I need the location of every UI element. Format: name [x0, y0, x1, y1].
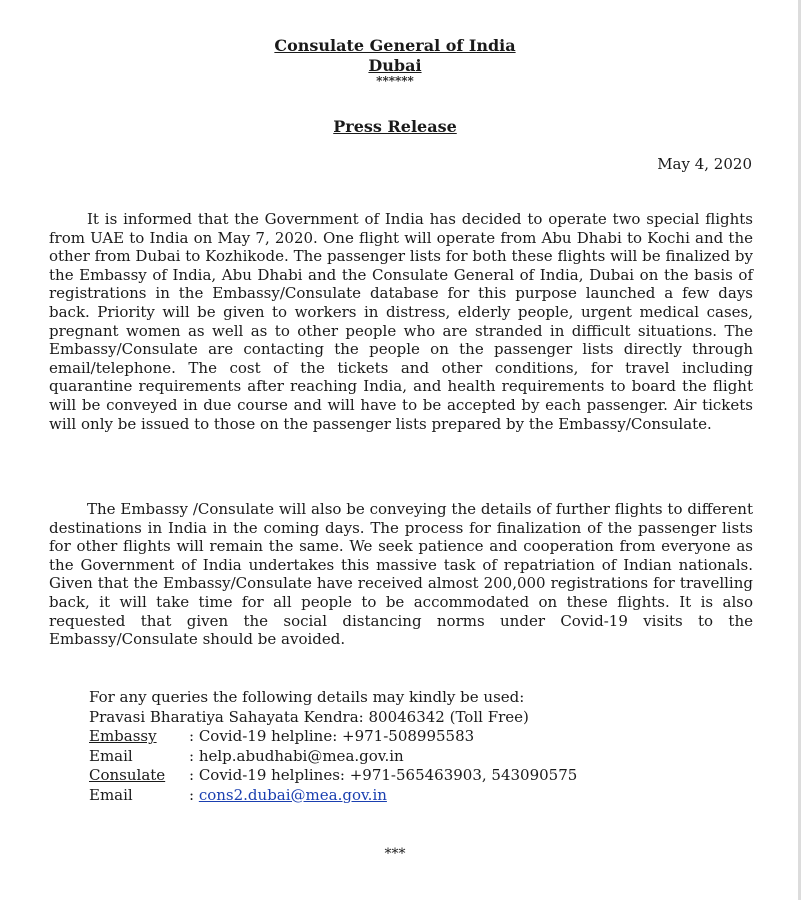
embassy-email-row [89, 747, 577, 767]
consulate-email-row [89, 786, 577, 806]
embassy-label: Embassy [89, 727, 157, 745]
consulate-helplines: : Covid-19 helplines: +971-565463903, 543090575 [189, 766, 578, 784]
embassy-helpline: : Covid-19 helpline: +971-508995583 [189, 727, 475, 745]
body-paragraph-2 [49, 500, 753, 649]
city-name: Dubai [368, 56, 422, 75]
embassy-email-label: Email [89, 746, 133, 765]
release-date: May 4, 2020 [657, 155, 752, 173]
contacts-intro: For any queries the following details may kindly be used: [89, 688, 525, 706]
consulate-label: Consulate [89, 766, 166, 784]
page-title: Press Release [333, 117, 457, 136]
letterhead [0, 36, 790, 86]
body-paragraph-1 [49, 210, 753, 433]
embassy-email: : help.abudhabi@mea.gov.in [189, 746, 404, 765]
embassy-row [89, 727, 577, 747]
contact-details [89, 688, 577, 805]
consulate-email-prefix: : [189, 785, 199, 804]
consulate-email-label: Email [89, 785, 133, 804]
paragraph-2-text: The Embassy /Consulate will also be conveying the details of further flights to different destinations in India in the coming days. The process for finalization of the passenger lists for other flights will remain the same. We seek patience and cooperation from everyone as the Government of India undertakes this massive task of repatriation of Indian nationals. Given that the Embassy/Consulate have received almost 200,000 registrations for travelling back, it will take time for all people to be accommodated on these flights. It is also requested that given the social distancing norms under Covid-19 visits to the Embassy/Consulate should be avoided. [49, 500, 753, 649]
paragraph-1-text: It is informed that the Government of India has decided to operate two special flights from UAE to India on May 7, 2020. One flight will operate from Abu Dhabi to Kochi and the other from Dubai to Kozhikode. The passenger lists for both these flights will be finalized by the Embassy of India, Abu Dhabi and the Consulate General of India, Dubai on the basis of registrations in the Embassy/Consulate database for this purpose launched a few days back. Priority will be given to workers in distress, elderly people, urgent medical cases, pregnant women as well as to other people who are stranded in difficult situations. The Embassy/Consulate are contacting the people on the passenger lists directly through email/telephone. The cost of the tickets and other conditions, for travel including quarantine requirements after reaching India, and health requirements to board the flight will be conveyed in due course and will have to be accepted by each passenger. Air tickets will only be issued to those on the passenger lists prepared by the Embassy/Consulate. [49, 210, 753, 433]
consulate-email-link[interactable]: cons2.dubai@mea.gov.in [198, 785, 387, 804]
end-marker: *** [384, 846, 406, 862]
org-name: Consulate General of India [274, 36, 516, 55]
header-separator: ****** [376, 74, 414, 88]
consulate-row [89, 766, 577, 786]
pbsk-helpline: Pravasi Bharatiya Sahayata Kendra: 80046342 (Toll Free) [89, 707, 529, 726]
